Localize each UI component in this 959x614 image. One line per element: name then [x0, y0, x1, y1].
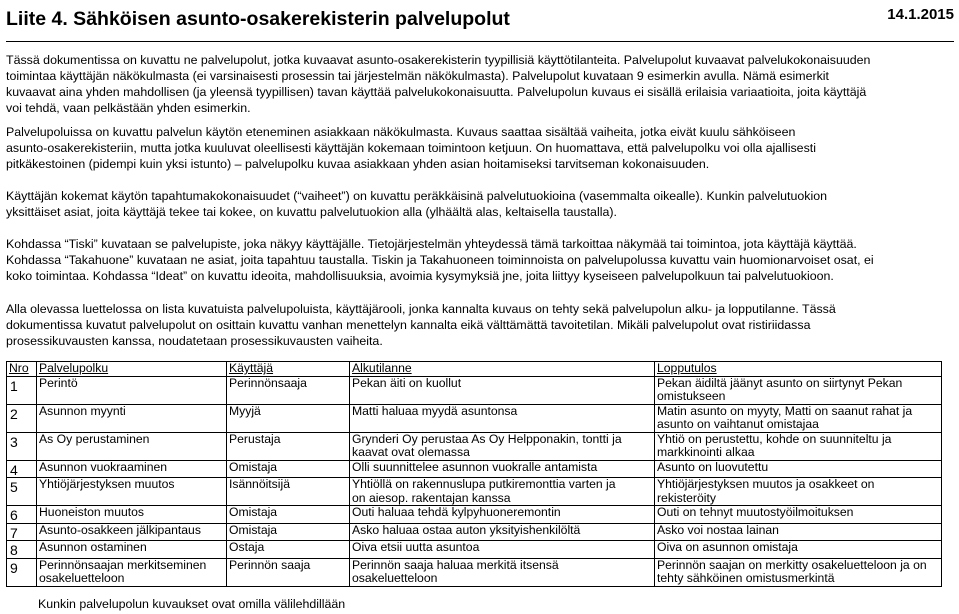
cell-alkutilanne: Perinnön saaja haluaa merkitä itsensä osakeluetteloon	[350, 558, 655, 586]
table-row	[7, 523, 942, 541]
cell-lopputulos: Matin asunto on myyty, Matti on saanut rahat ja asunto on vaihtanut omistajaa	[655, 404, 942, 432]
footer-note: Kunkin palvelupolun kuvaukset ovat omilla välilehdillään	[38, 597, 346, 611]
text-line: Kohdassa “Takahuone” kuvataan ne asiat, joita tapahtuu taustalla. Tiskin ja Takahuoneen toiminnoista on palvelupolussa kuvattu vain huomionarvoiset osat, ei	[6, 253, 874, 267]
cell-alkutilanne: Yhtiöllä on rakennuslupa putkiremonttia varten ja on aiesop. rakentajan kanssa	[350, 478, 655, 506]
column-header-nro: Nro	[7, 362, 37, 377]
cell-palvelupolku: Huoneiston muutos	[37, 506, 227, 524]
list-intro-paragraph	[6, 301, 954, 349]
table-row	[7, 404, 942, 432]
text-line: Kohdassa “Tiski” kuvataan se palvelupiste, joka näkyy käyttäjälle. Tietojärjestelmän yhteydessä tämä tarkoittaa näkymää tai toimintoa, jota käyttäjä käyttää.	[6, 237, 857, 251]
cell-palvelupolku: Yhtiöjärjestyksen muutos	[37, 478, 227, 506]
table-row	[7, 460, 942, 478]
cell-kayttaja: Isännöitsijä	[227, 478, 350, 506]
text-line: koko toimintaa. Kohdassa “Ideat” on kuvattu ideoita, mahdollisuuksia, avoimia kysymyksiä jne, joita liittyy kyseiseen palvelupolkuun tai palvelutuokioon.	[6, 269, 834, 283]
cell-kayttaja: Omistaja	[227, 523, 350, 541]
cell-kayttaja: Perustaja	[227, 432, 350, 460]
table-row	[7, 376, 942, 404]
text-line: Alla olevassa luettelossa on lista kuvatuista palvelupoluista, käyttäjärooli, jonka kannalta kuvaus on tehty sekä palvelupolun alku- ja lopputilanne. Tässä	[6, 302, 836, 316]
intro-paragraph	[6, 52, 954, 116]
cell-kayttaja: Ostaja	[227, 541, 350, 559]
cell-nro: 9	[7, 558, 37, 586]
cell-nro: 1	[7, 376, 37, 404]
column-header-alkutilanne: Alkutilanne	[350, 362, 655, 377]
page-header	[6, 6, 954, 36]
service-paths-table	[6, 361, 942, 587]
cell-palvelupolku: Perintö	[37, 376, 227, 404]
text-line: dokumentissa kuvatut palvelupolut on osittain kuvattu vanhan menettelyn kannalta eikä välttämättä tavoitetilan. Mikäli palvelupolut ovat ristiriidassa	[6, 318, 811, 332]
text-line: Tässä dokumentissa on kuvattu ne palvelupolut, jotka kuvaavat asunto-osakerekisterin tyypillisiä käyttötilanteita. Palvelupolut kuvaavat palvelukokonaisuuden	[6, 53, 871, 67]
cell-lopputulos: Oiva on asunnon omistaja	[655, 541, 942, 559]
table-header-row	[7, 362, 942, 377]
cell-palvelupolku: Asunnon myynti	[37, 404, 227, 432]
cell-kayttaja: Omistaja	[227, 506, 350, 524]
column-header-kayttaja: Käyttäjä	[227, 362, 350, 377]
cell-alkutilanne: Pekan äiti on kuollut	[350, 376, 655, 404]
text-line: asunto-osakerekisteriin, mutta jotka kuuluvat oleellisesti käyttäjän kokemaan toimintoon ketjuun. On huomattava, että palvelupolku voi olla ajallisesti	[6, 141, 816, 155]
cell-nro: 6	[7, 506, 37, 524]
text-line: kuvaavat aina yhden mahdollisen (ja yleensä tyypillisen) tavan käyttää palvelukokonaisuutta. Palvelupolun kuvaus ei sisällä erilaisia variaatioita, joita käyttäjä	[6, 85, 867, 99]
cell-palvelupolku: As Oy perustaminen	[37, 432, 227, 460]
cell-alkutilanne: Olli suunnittelee asunnon vuokralle antamista	[350, 460, 655, 478]
cell-kayttaja: Myyjä	[227, 404, 350, 432]
cell-palvelupolku: Perinnönsaajan merkitseminen osakeluetteloon	[37, 558, 227, 586]
text-line: voi tehdä, vaan pelkästään yhden esimerkin.	[6, 101, 251, 115]
table-row	[7, 558, 942, 586]
cell-nro: 7	[7, 523, 37, 541]
cell-palvelupolku: Asunnon vuokraaminen	[37, 460, 227, 478]
table-row	[7, 432, 942, 460]
text-line: yksittäiset asiat, joita käyttäjä tekee tai kokee, on kuvattu palvelutuokion alla (ylhäältä alas, keltaisella taustalla).	[6, 205, 617, 219]
cell-nro: 5	[7, 478, 37, 506]
cell-palvelupolku: Asunnon ostaminen	[37, 541, 227, 559]
text-line: toimintaa käyttäjän näkökulmasta (ei varsinaisesti prosessin tai järjestelmän näkökulmasta). Palvelupolut kuvataan 9 esimerkin avulla. Nämä esimerkit	[6, 69, 829, 83]
cell-lopputulos: Yhtiö on perustettu, kohde on suunniteltu ja markkinointi alkaa	[655, 432, 942, 460]
cell-lopputulos: Outi on tehnyt muutostyöilmoituksen	[655, 506, 942, 524]
cell-alkutilanne: Oiva etsii uutta asuntoa	[350, 541, 655, 559]
cell-nro: 8	[7, 541, 37, 559]
table-row	[7, 541, 942, 559]
cell-lopputulos: Pekan äidiltä jäänyt asunto on siirtynyt Pekan omistukseen	[655, 376, 942, 404]
cell-palvelupolku: Asunto-osakkeen jälkipantaus	[37, 523, 227, 541]
cell-lopputulos: Asko voi nostaa lainan	[655, 523, 942, 541]
text-line: prosessikuvausten kanssa, noudatetaan prosessikuvausten vaiheita.	[6, 334, 383, 348]
cell-alkutilanne: Grynderi Oy perustaa As Oy Helpponakin, tontti ja kaavat ovat olemassa	[350, 432, 655, 460]
cell-nro: 3	[7, 432, 37, 460]
sections-paragraph	[6, 236, 954, 284]
cell-nro: 4	[7, 460, 37, 478]
table-row	[7, 478, 942, 506]
page-title: Liite 4. Sähköisen asunto-osakerekisterin palvelupolut	[6, 8, 510, 30]
column-header-palvelupolku: Palvelupolku	[37, 362, 227, 377]
phases-paragraph	[6, 188, 954, 220]
cell-kayttaja: Perinnönsaaja	[227, 376, 350, 404]
text-line: Palvelupoluissa on kuvattu palvelun käytön eteneminen asiakkaan näkökulmasta. Kuvaus saattaa sisältää vaiheita, jotka eivät kuulu sähköiseen	[6, 125, 796, 139]
cell-lopputulos: Asunto on luovutettu	[655, 460, 942, 478]
table-row	[7, 506, 942, 524]
page-date: 14.1.2015	[887, 6, 954, 23]
cell-kayttaja: Perinnön saaja	[227, 558, 350, 586]
cell-lopputulos: Yhtiöjärjestyksen muutos ja osakkeet on rekisteröity	[655, 478, 942, 506]
customer-view-paragraph	[6, 124, 954, 172]
cell-alkutilanne: Matti haluaa myydä asuntonsa	[350, 404, 655, 432]
text-line: pitkäkestoinen (pidempi kuin yksi istunto) – palvelupolku kuvaa asiakkaan yhden asian hoitamiseksi tarvitseman kokonaisuuden.	[6, 157, 710, 171]
cell-lopputulos: Perinnön saajan on merkitty osakeluetteloon ja on tehty sähköinen omistusmerkintä	[655, 558, 942, 586]
cell-alkutilanne: Outi haluaa tehdä kylpyhuoneremontin	[350, 506, 655, 524]
cell-kayttaja: Omistaja	[227, 460, 350, 478]
cell-nro: 2	[7, 404, 37, 432]
header-divider	[6, 41, 954, 42]
cell-alkutilanne: Asko haluaa ostaa auton yksityishenkilöltä	[350, 523, 655, 541]
text-line: Käyttäjän kokemat käytön tapahtumakokonaisuudet (“vaiheet”) on kuvattu peräkkäisinä palvelutuokioina (vasemmalta oikealle). Kunkin palvelutuokion	[6, 189, 828, 203]
column-header-lopputulos: Lopputulos	[655, 362, 942, 377]
